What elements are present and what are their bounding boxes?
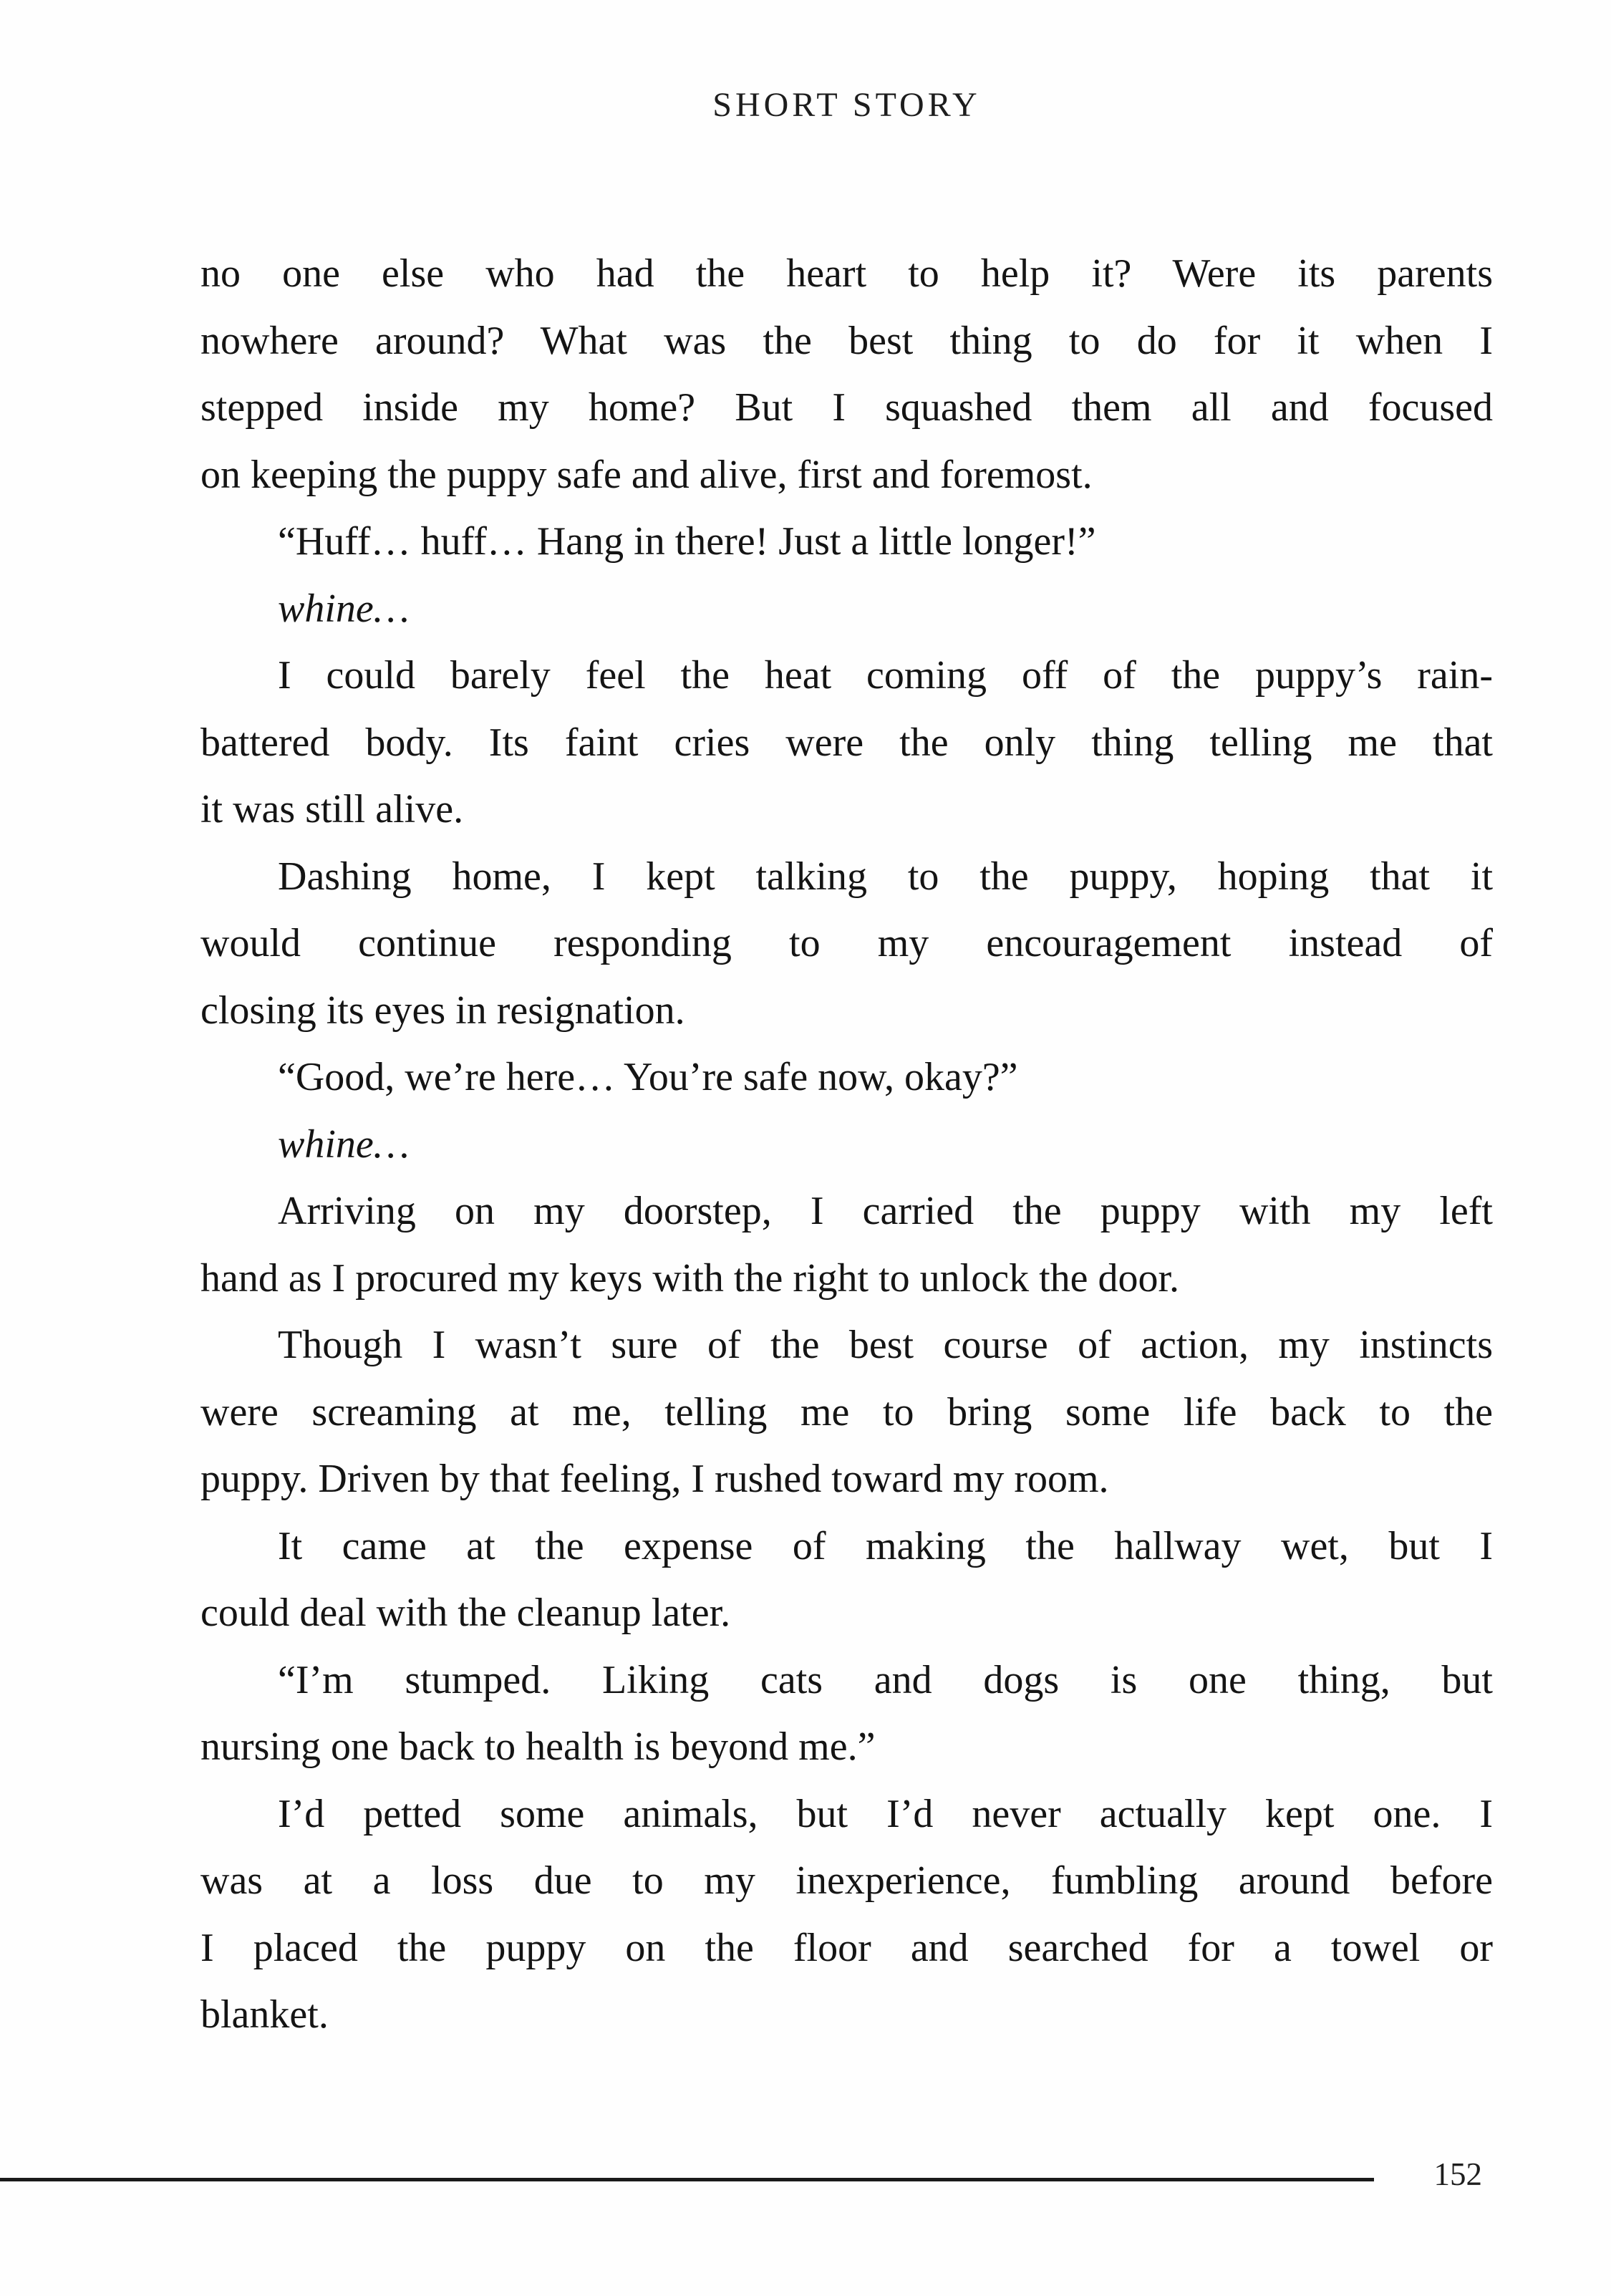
story-line: was at a loss due to my inexperience, fumbling around before [200, 1858, 1493, 1903]
story-line: stepped inside my home? But I squashed them all and focused [200, 385, 1493, 430]
story-line: no one else who had the heart to help it? Were its parents [200, 251, 1493, 296]
story-line: I’d petted some animals, but I’d never actually kept one. I [278, 1791, 1493, 1836]
story-line: whine… [278, 1122, 410, 1167]
story-line: could deal with the cleanup later. [200, 1591, 731, 1635]
page-number: 152 [1433, 2156, 1482, 2192]
story-line: Dashing home, I kept talking to the puppy, hoping that it [278, 854, 1493, 899]
story-line: puppy. Driven by that feeling, I rushed toward my room. [200, 1457, 1109, 1501]
story-line: were screaming at me, telling me to bring some life back to the [200, 1389, 1493, 1434]
story-line: would continue responding to my encouragement instead of [200, 921, 1493, 965]
story-line: I could barely feel the heat coming off of the puppy’s rain- [278, 653, 1493, 698]
story-line: “Huff… huff… Hang in there! Just a little longer!” [278, 519, 1096, 564]
story-line: nursing one back to health is beyond me.” [200, 1725, 876, 1769]
story-line: battered body. Its faint cries were the only thing telling me that [200, 720, 1493, 765]
story-line: hand as I procured my keys with the right to unlock the door. [200, 1255, 1180, 1301]
running-header: SHORT STORY [712, 86, 981, 124]
story-line: Though I wasn’t sure of the best course of action, my instincts [278, 1323, 1493, 1367]
story-line: whine… [278, 586, 410, 631]
story-line: nowhere around? What was the best thing to do for it when I [200, 318, 1493, 363]
story-line: blanket. [200, 1992, 329, 2037]
story-line: I placed the puppy on the floor and searched for a towel or [200, 1925, 1493, 1970]
story-text [200, 241, 1493, 2049]
story-line: It came at the expense of making the hallway wet, but I [278, 1523, 1493, 1568]
story-line: closing its eyes in resignation. [200, 988, 685, 1033]
footer-rule [0, 2178, 1374, 2181]
story-line: “I’m stumped. Liking cats and dogs is one thing, but [278, 1657, 1493, 1702]
story-line: it was still alive. [200, 787, 464, 831]
story-line: Arriving on my doorstep, I carried the puppy with my left [278, 1189, 1493, 1233]
story-line: on keeping the puppy safe and alive, first and foremost. [200, 452, 1093, 497]
story-line: “Good, we’re here… You’re safe now, okay?” [278, 1055, 1018, 1099]
